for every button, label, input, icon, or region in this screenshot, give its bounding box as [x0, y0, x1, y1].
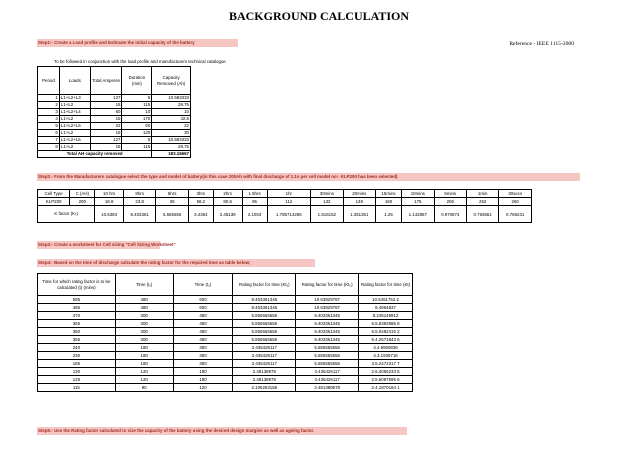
- cell-header-cell: 1hr: [267, 190, 311, 198]
- load-table-cell: 115: [122, 144, 152, 151]
- load-table-cell: 127: [90, 95, 122, 102]
- rating-table-row: [38, 384, 413, 392]
- rating-table-cell: 2.5.6097595 6: [359, 376, 413, 384]
- rating-table-header-row: [38, 274, 413, 296]
- k-factor-row: [38, 206, 532, 223]
- load-table-cell: 115: [122, 102, 152, 109]
- load-table-cell: 10.583333: [152, 95, 191, 102]
- rating-table-row: [38, 344, 413, 352]
- load-table-cell: 127: [90, 137, 122, 144]
- rating-table-cell: 470: [38, 312, 116, 320]
- cell-data-cell: 148: [343, 198, 375, 206]
- rating-table-cell: 8.403361345: [296, 320, 359, 328]
- header-kt2: Rating factor for time (Kt₂): [296, 274, 359, 296]
- load-table-row: [38, 102, 191, 109]
- rating-table-cell: 480: [115, 296, 173, 304]
- rating-table-cell: 485: [38, 304, 116, 312]
- rating-table-cell: 4.3.1936716: [359, 352, 413, 360]
- load-table-cell: 6: [38, 130, 60, 137]
- k-factor-cell: 8.403361: [123, 206, 155, 223]
- rating-table-cell: 355: [38, 336, 116, 344]
- load-table-cell: L1+L2: [59, 130, 90, 137]
- rating-table-cell: 8.403361345: [296, 328, 359, 336]
- cell-data-cell: 95: [242, 198, 267, 206]
- step2-banner: Step2:- From the Manufacturers catalogue select the type and model of battery(in this case 200Ah with final discharge of 1.1v per cell model no:- KLP200 has been selected): [37, 173, 580, 181]
- rating-table-cell: 8.403361345: [233, 304, 296, 312]
- cell-data-cell: 260: [499, 198, 532, 206]
- rating-table-cell: 6.4.2571843 6: [359, 336, 413, 344]
- load-table-cell: 1: [38, 95, 60, 102]
- rating-table-cell: 180: [173, 376, 233, 384]
- header-time-t: Time for which rating factor is to be calculated (t) (mins): [38, 274, 116, 296]
- load-profile-table: [37, 66, 191, 158]
- cell-header-cell: 10 hrs: [95, 190, 124, 198]
- load-table-cell: 8: [38, 144, 60, 151]
- load-table-cell: L1+L2: [59, 144, 90, 151]
- load-table-cell: L1+L2+L4: [59, 109, 90, 116]
- cell-table-data-row: [38, 198, 532, 206]
- rating-table-cell: 3.5.2472317 7: [359, 360, 413, 368]
- k-factor-cell: 1.351351: [343, 206, 375, 223]
- cell-header-cell: 1min: [466, 190, 498, 198]
- k-factor-label: K factor (Kₜ): [38, 206, 95, 223]
- k-factor-cell: 2.1053: [242, 206, 267, 223]
- cell-header-cell: 3hrs: [188, 190, 213, 198]
- rating-table-cell: 3.436426117: [296, 368, 359, 376]
- rating-table-cell: 130: [38, 368, 116, 376]
- rating-table-cell: 300: [115, 320, 173, 328]
- rating-table-cell: 4.4.9590836: [359, 344, 413, 352]
- load-table-cell: 60: [90, 109, 122, 116]
- rating-table-cell: 595: [38, 296, 116, 304]
- load-table-cell: 22: [152, 123, 191, 130]
- rating-table-cell: 2.6.4056233 5: [359, 368, 413, 376]
- rating-table-row: [38, 312, 413, 320]
- rating-table-cell: 6.5.8392986 8: [359, 320, 413, 328]
- header-duration: Duration (min): [122, 67, 152, 95]
- rating-table-cell: 185: [38, 360, 116, 368]
- rating-table-cell: 180: [115, 352, 173, 360]
- k-factor-cell: 1.142857: [402, 206, 434, 223]
- load-table-cell: 10: [122, 109, 152, 116]
- rating-table-cell: 365: [38, 320, 116, 328]
- rating-table-cell: 5.555555556: [233, 328, 296, 336]
- rating-table-cell: 230: [38, 352, 116, 360]
- rating-table-cell: 300: [115, 336, 173, 344]
- rating-table-cell: 3.436426117: [233, 352, 296, 360]
- cell-data-cell: 206: [434, 198, 466, 206]
- load-table-cell: 10.583333: [152, 137, 191, 144]
- header-total-amperes: Total Amperes: [90, 67, 122, 95]
- load-table-cell: 15: [90, 144, 122, 151]
- k-factor-cell: 3.4364: [188, 206, 213, 223]
- load-table-cell: 15: [90, 116, 122, 123]
- cell-header-cell: 20mins: [343, 190, 375, 198]
- cell-data-cell: 200: [70, 198, 95, 206]
- load-table-cell: 15: [90, 130, 122, 137]
- rating-table-row: [38, 376, 413, 384]
- rating-table-row: [38, 320, 413, 328]
- rating-table-cell: 5.555555556: [296, 344, 359, 352]
- rating-table-cell: 120: [173, 384, 233, 392]
- rating-table-cell: 480: [173, 336, 233, 344]
- step1-banner: Step1:- Create a Load profile and Estimate the initial capacity of the battery: [37, 39, 238, 47]
- cell-data-cell: 132: [311, 198, 343, 206]
- rating-table-cell: 2.105263158: [233, 384, 296, 392]
- cell-data-cell: 175: [402, 198, 434, 206]
- load-table-cell: 7: [38, 137, 60, 144]
- rating-table-cell: 300: [115, 312, 173, 320]
- cell-header-cell: 10mins: [402, 190, 434, 198]
- header-time-t2: Time (t₂): [173, 274, 233, 296]
- header-kt1: Rating factor for time (Kt₁): [233, 274, 296, 296]
- load-table-cell: 3: [38, 109, 60, 116]
- k-factor-cell: 0.793651: [466, 206, 498, 223]
- rating-table-row: [38, 368, 413, 376]
- load-table-row: [38, 123, 191, 130]
- load-table-cell: 10: [152, 109, 191, 116]
- load-table-row: [38, 95, 191, 102]
- load-table-cell: 170: [122, 116, 152, 123]
- cell-data-cell: 160: [375, 198, 401, 206]
- load-table-cell: L1+L2+L3: [59, 95, 90, 102]
- rating-table-cell: 480: [173, 328, 233, 336]
- load-table-row: [38, 109, 191, 116]
- header-period: Period: [38, 67, 60, 95]
- cell-data-cell: KLP200: [38, 198, 70, 206]
- rating-table-cell: 300: [173, 344, 233, 352]
- rating-table-cell: 120: [115, 376, 173, 384]
- k-factor-cell: 0.970874: [434, 206, 466, 223]
- rating-table-cell: 5.555555556: [233, 312, 296, 320]
- rating-table-cell: 8.4964837: [359, 304, 413, 312]
- load-table-cell: 4: [38, 116, 60, 123]
- header-kt: Rating factor for time (Kt): [359, 274, 413, 296]
- rating-table-cell: 5.555555556: [296, 352, 359, 360]
- rating-table-cell: 10.5451752.2: [359, 296, 413, 304]
- load-table-cell: 22: [90, 123, 122, 130]
- k-factor-cell: 2.48139: [213, 206, 242, 223]
- cell-header-cell: C (AH): [70, 190, 95, 198]
- rating-table-cell: 10.63829787: [296, 296, 359, 304]
- rating-table-cell: 8.403361345: [296, 336, 359, 344]
- cell-type-table: [37, 189, 532, 223]
- cell-header-cell: 15mins: [375, 190, 401, 198]
- load-table-row: [38, 137, 191, 144]
- k-factor-cell: 1.25: [375, 206, 401, 223]
- page-title: BACKGROUND CALCULATION: [228, 9, 410, 23]
- rating-table-cell: 115: [38, 384, 116, 392]
- load-table-header-row: [38, 67, 191, 95]
- load-table-cell: L1+L2+L6: [59, 137, 90, 144]
- load-table-cell: 5: [38, 123, 60, 130]
- load-table-cell: 120: [122, 130, 152, 137]
- load-table-cell: L1+L2+L5: [59, 123, 90, 130]
- load-table-cell: L1+L2: [59, 116, 90, 123]
- rating-table-cell: 5.555555556: [296, 360, 359, 368]
- rating-table-cell: 600: [173, 296, 233, 304]
- rating-table-cell: 90: [115, 384, 173, 392]
- step4-banner: Step4:- Based on the time of discharge calculate the rating factor for the required time as table below;: [37, 259, 315, 267]
- rating-table-cell: 300: [173, 360, 233, 368]
- rating-table-cell: 180: [173, 368, 233, 376]
- rating-table-cell: 8.245149912: [359, 312, 413, 320]
- k-factor-cell: 0.769231: [499, 206, 532, 223]
- cell-data-cell: 18.8: [95, 198, 124, 206]
- rating-table-cell: 600: [173, 304, 233, 312]
- rating-table-cell: 480: [115, 304, 173, 312]
- load-table-cell: 5: [122, 137, 152, 144]
- load-table-row: [38, 144, 191, 151]
- load-table-cell: 2: [38, 102, 60, 109]
- load-table-cell: 60: [122, 123, 152, 130]
- rating-table-cell: 8.403361345: [296, 312, 359, 320]
- cell-data-cell: 252: [466, 198, 498, 206]
- cell-header-cell: 2hrs: [213, 190, 242, 198]
- header-capacity-removed: Capacity Removed (Ah): [152, 67, 191, 95]
- rating-table-row: [38, 328, 413, 336]
- rating-table-cell: 2.481389578: [296, 384, 359, 392]
- rating-table-cell: 480: [173, 312, 233, 320]
- rating-table-cell: 180: [115, 344, 173, 352]
- k-factor-cell: 1.515152: [311, 206, 343, 223]
- rating-table-row: [38, 336, 413, 344]
- cell-header-cell: 1.5hrs: [242, 190, 267, 198]
- load-table-cell: 5: [122, 95, 152, 102]
- total-label: Total AH capacity removed: [38, 151, 152, 158]
- cell-data-cell: 23.8: [123, 198, 155, 206]
- load-table-total-row: [38, 151, 191, 158]
- load-profile-note: To be followed in conjunction with the load profile and manufacturers technical catalogue: [54, 59, 226, 64]
- step5-banner: Step5:- Use the Rating factor calculated to size the capacity of the battery using the desired design margins as well as ageing factor.: [37, 427, 407, 435]
- cell-data-cell: 112: [267, 198, 311, 206]
- header-time-t1: Time (t₁): [115, 274, 173, 296]
- load-table-cell: 15: [90, 102, 122, 109]
- rating-table-cell: 120: [115, 368, 173, 376]
- rating-table-cell: 8.403361345: [233, 296, 296, 304]
- cell-data-cell: 80.6: [213, 198, 242, 206]
- load-table-row: [38, 130, 191, 137]
- cell-header-cell: 5hrs: [156, 190, 188, 198]
- cell-header-cell: 30mins: [311, 190, 343, 198]
- rating-table-row: [38, 296, 413, 304]
- rating-table-cell: 300: [115, 328, 173, 336]
- cell-data-cell: 36: [156, 198, 188, 206]
- rating-table-row: [38, 304, 413, 312]
- rating-factor-table: [37, 273, 413, 392]
- load-table-cell: 28.75: [152, 144, 191, 151]
- rating-table-cell: 2.4.1870184 1: [359, 384, 413, 392]
- k-factor-cell: 10.6383: [95, 206, 124, 223]
- rating-table-cell: 2.48138978: [233, 376, 296, 384]
- rating-table-cell: 3.436426117: [296, 376, 359, 384]
- load-table-cell: L1+L2: [59, 102, 90, 109]
- k-factor-cell: 1.785714286: [267, 206, 311, 223]
- k-factor-cell: 5.555556: [156, 206, 188, 223]
- rating-table-cell: 5.555555556: [233, 320, 296, 328]
- load-table-cell: 42.5: [152, 116, 191, 123]
- rating-table-cell: 10.63829787: [296, 304, 359, 312]
- step3-banner: Step3:- Create a worksheet for Cell sizing "Cell Sizing Worksheet": [38, 242, 176, 247]
- cell-header-cell: 30secs: [499, 190, 532, 198]
- total-value: 183.16667: [152, 151, 191, 158]
- reference-label: Reference - IEEE 1115-2000: [509, 41, 574, 47]
- rating-table-cell: 300: [173, 352, 233, 360]
- rating-table-cell: 360: [38, 328, 116, 336]
- cell-data-cell: 58.2: [188, 198, 213, 206]
- cell-header-cell: 5mins: [434, 190, 466, 198]
- rating-table-cell: 6.5.0482415 2: [359, 328, 413, 336]
- cell-header-cell: 8hrs: [123, 190, 155, 198]
- rating-table-row: [38, 360, 413, 368]
- rating-table-cell: 240: [38, 344, 116, 352]
- rating-table-cell: 5.555555556: [233, 336, 296, 344]
- load-table-cell: 28.75: [152, 102, 191, 109]
- cell-table-header-row: [38, 190, 532, 198]
- rating-table-row: [38, 352, 413, 360]
- cell-header-cell: Cell Type: [38, 190, 70, 198]
- load-table-cell: 30: [152, 130, 191, 137]
- rating-table-cell: 3.436426117: [233, 360, 296, 368]
- load-table-row: [38, 116, 191, 123]
- header-loads: Loads: [59, 67, 90, 95]
- rating-table-cell: 2.48138978: [233, 368, 296, 376]
- rating-table-cell: 125: [38, 376, 116, 384]
- rating-table-cell: 180: [115, 360, 173, 368]
- rating-table-cell: 480: [173, 320, 233, 328]
- rating-table-cell: 3.436426117: [233, 344, 296, 352]
